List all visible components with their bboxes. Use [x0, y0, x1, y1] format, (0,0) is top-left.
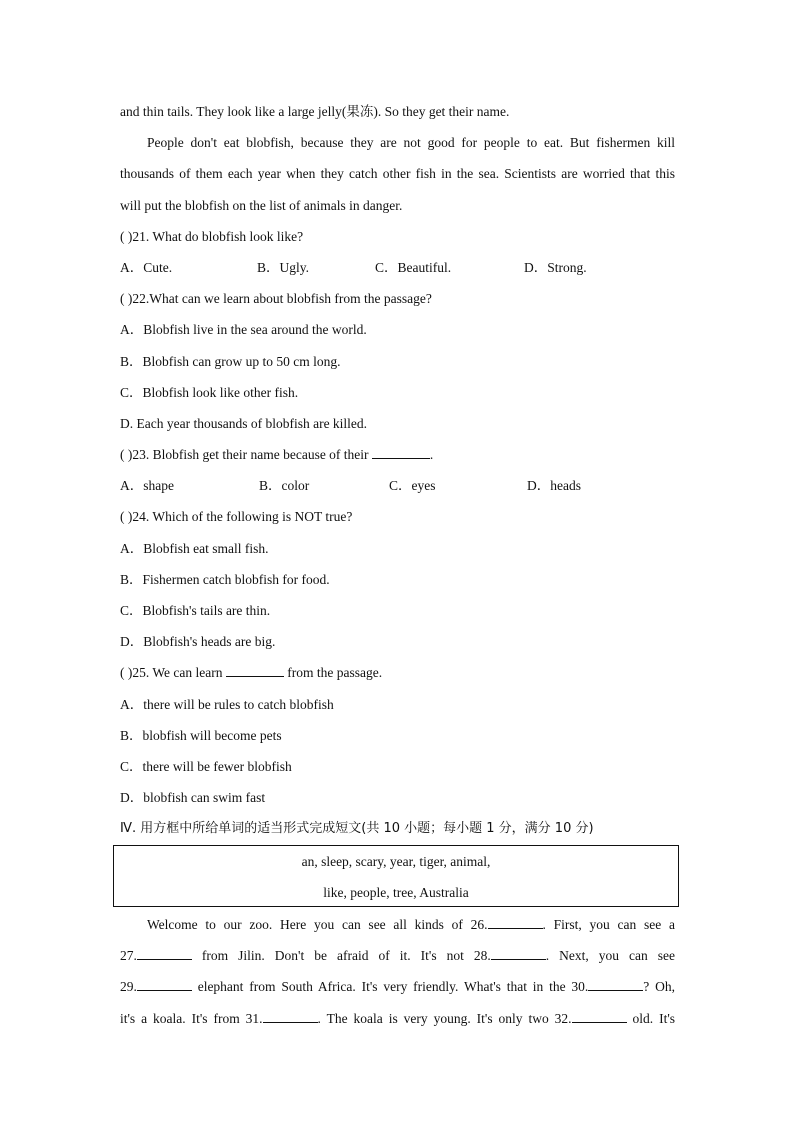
option-24-d: D．Blobfish's heads are big. — [120, 634, 276, 650]
option-21-a: A．Cute. — [120, 259, 173, 275]
question-25-stem — [120, 657, 675, 688]
option-25-c: C．there will be fewer blobfish — [120, 758, 292, 774]
option-23-d: D．heads — [527, 478, 581, 494]
question-23-end: . — [429, 447, 434, 463]
option-21-d: D．Strong. — [524, 259, 587, 275]
cloze-text: . The koala is very young. It's only two 32. — [317, 1010, 572, 1026]
cloze-passage — [120, 909, 675, 1034]
cloze-line-3 — [120, 971, 675, 1002]
question-23-stem — [120, 439, 675, 470]
question-24-stem: ( )24. Which of the following is NOT true? — [120, 509, 353, 525]
cloze-text: . Next, you can see — [545, 948, 676, 964]
cloze-line-2 — [120, 940, 675, 971]
answer-blank-31 — [263, 1010, 318, 1023]
cloze-text: elephant from South Africa. It's very friendly. What's that in the 30. — [191, 979, 589, 995]
answer-blank-29 — [137, 978, 192, 991]
cloze-text: old. It's — [626, 1010, 676, 1026]
option-22-d: D. Each year thousands of blobfish are killed. — [120, 415, 368, 431]
answer-blank-30 — [588, 978, 643, 991]
option-22-a: A．Blobfish live in the sea around the world. — [120, 322, 367, 338]
option-25-b: B．blobfish will become pets — [120, 727, 282, 743]
word-bank-line-1: an, sleep, scary, year, tiger, animal, — [301, 854, 491, 869]
word-bank-line-2: like, people, tree, Australia — [323, 885, 469, 900]
cloze-text: 27. — [120, 948, 137, 964]
option-24-c: C．Blobfish's tails are thin. — [120, 603, 271, 618]
answer-blank — [226, 664, 284, 677]
answer-blank — [372, 446, 430, 459]
option-21-c: C．Beautiful. — [375, 259, 452, 275]
question-25-text: ( )25. We can learn — [120, 665, 226, 681]
answer-blank-28 — [491, 947, 546, 960]
option-24-a: A．Blobfish eat small fish. — [120, 540, 269, 556]
cloze-text: Welcome to our zoo. Here you can see all kinds of 26. — [147, 917, 488, 932]
cloze-text: it's a koala. It's from 31. — [120, 1010, 263, 1026]
option-23-a: A．shape — [120, 478, 174, 494]
question-25-end: from the passage. — [283, 665, 383, 681]
option-25-a: A．there will be rules to catch blobfish — [120, 696, 334, 712]
cloze-text: 29. — [120, 979, 137, 995]
option-23-c: C．eyes — [389, 478, 436, 494]
cloze-line-4 — [120, 1003, 675, 1034]
cloze-text: . First, you can see a — [542, 917, 675, 932]
cloze-line-1 — [120, 909, 675, 940]
option-24-b: B．Fishermen catch blobfish for food. — [120, 571, 330, 587]
question-21-stem: ( )21. What do blobfish look like? — [120, 228, 304, 244]
answer-blank-32 — [572, 1010, 627, 1023]
option-23-b: B．color — [259, 478, 310, 494]
cloze-text: from Jilin. Don't be afraid of it. It's not 28. — [191, 948, 491, 964]
answer-blank-26 — [488, 916, 543, 929]
passage-line-1: and thin tails. They look like a large jelly(果冻). So they get their name. — [120, 104, 510, 119]
passage-line-3: thousands of them each year when they catch other fish in the sea. Scientists are worried that this — [120, 166, 675, 182]
document-page — [120, 96, 675, 845]
question-21-options — [120, 252, 675, 283]
option-21-b: B．Ugly. — [257, 259, 310, 275]
question-23-options — [120, 470, 675, 501]
word-bank-box — [113, 845, 679, 907]
cloze-text: ? Oh, — [643, 979, 675, 995]
passage-line-4: will put the blobfish on the list of animals in danger. — [120, 197, 403, 213]
question-22-stem: ( )22.What can we learn about blobfish from the passage? — [120, 291, 432, 307]
question-23-text: ( )23. Blobfish get their name because of their — [120, 447, 372, 463]
answer-blank-27 — [137, 947, 192, 960]
option-22-b: B．Blobfish can grow up to 50 cm long. — [120, 353, 341, 369]
section-4-title: Ⅳ. 用方框中所给单词的适当形式完成短文(共 10 小题；每小题 1 分，满分 10 分) — [120, 821, 594, 837]
option-22-c: C．Blobfish look like other fish. — [120, 384, 299, 400]
passage-line-2: People don't eat blobfish, because they are not good for people to eat. But fishermen kill — [147, 135, 675, 151]
option-25-d: D．blobfish can swim fast — [120, 790, 266, 806]
